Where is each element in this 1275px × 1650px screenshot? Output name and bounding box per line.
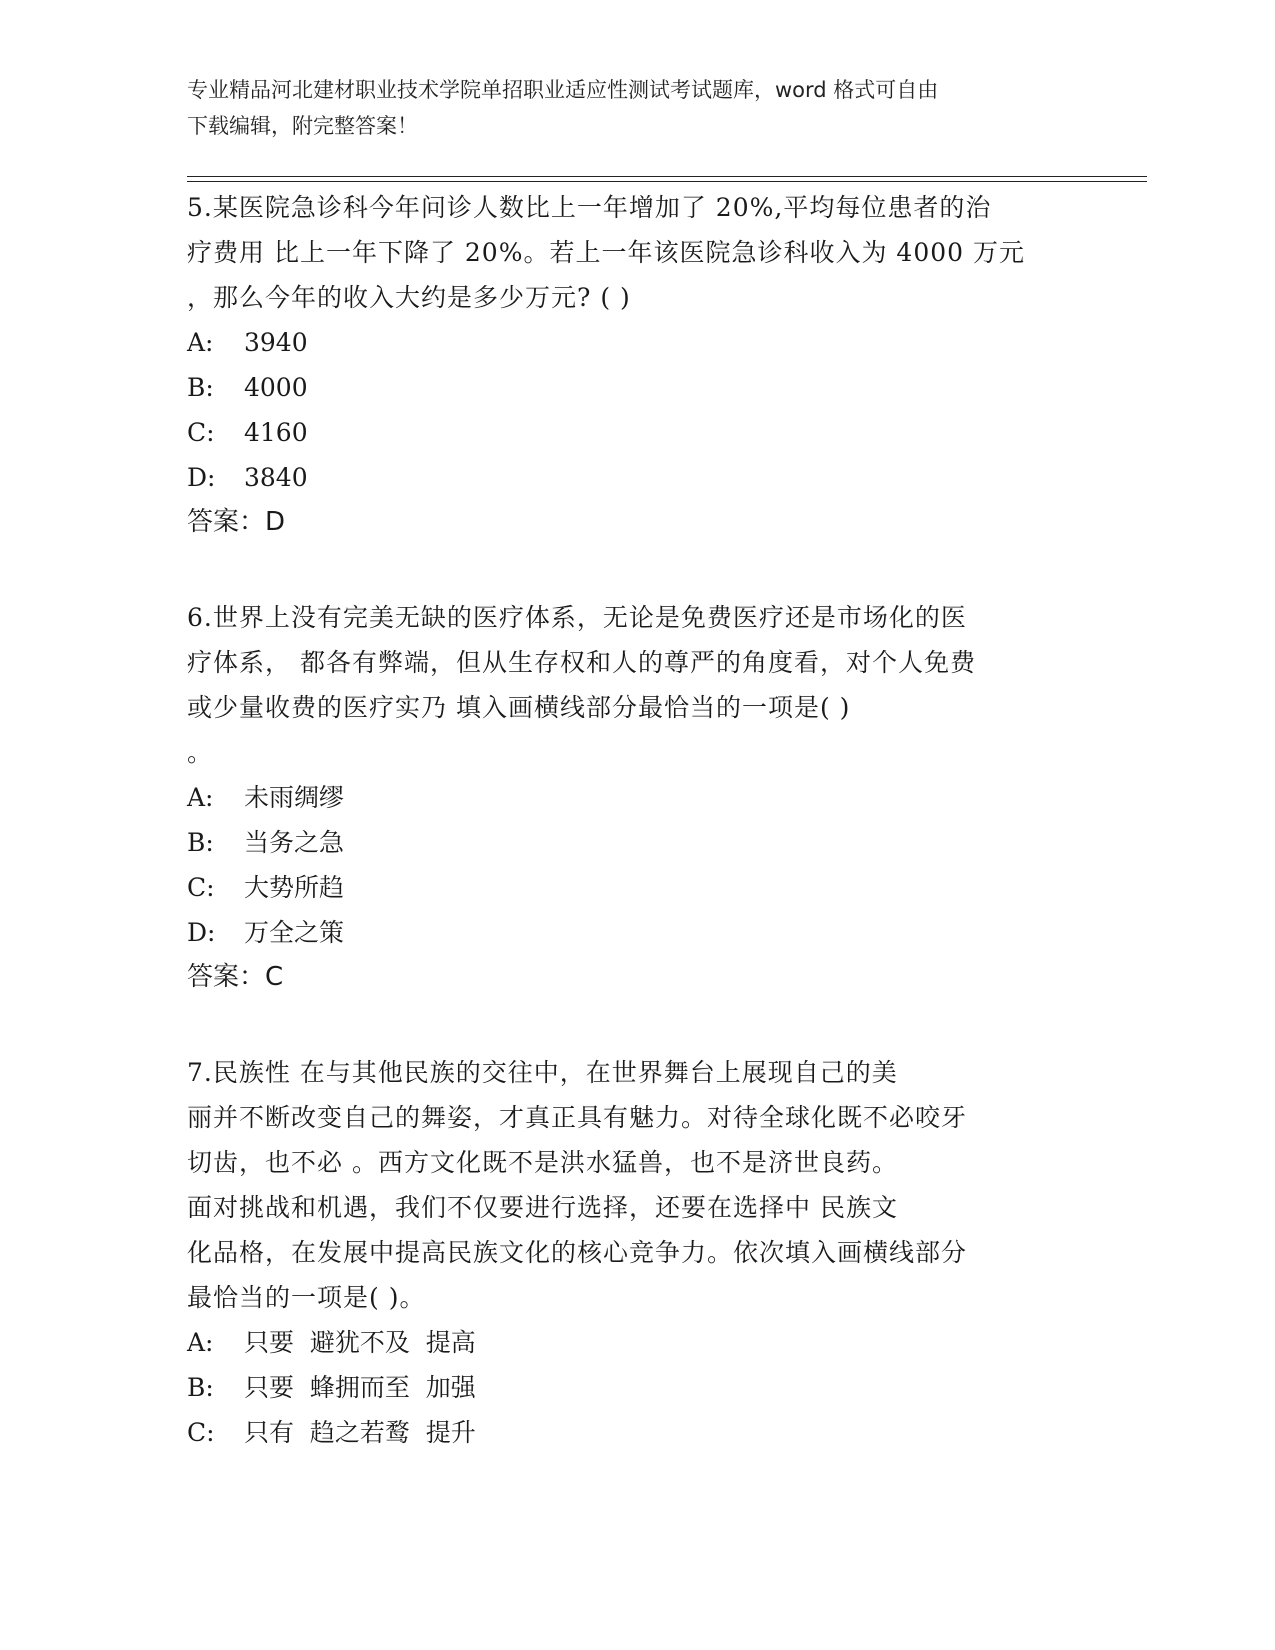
option-label: C: xyxy=(187,873,215,902)
question-7 xyxy=(187,1050,1067,1455)
question-stem-line: 7.民族性 在与其他民族的交往中，在世界舞台上展现自己的美 xyxy=(187,1058,898,1087)
question-stem-line: 疗体系， 都各有弊端，但从生存权和人的尊严的角度看，对个人免费 xyxy=(187,648,976,677)
header-rule-top xyxy=(187,176,1147,177)
option-label: A: xyxy=(187,1328,214,1357)
question-6 xyxy=(187,595,1067,1000)
option-c xyxy=(187,1410,1067,1455)
header-line-2: 下载编辑，附完整答案！ xyxy=(187,114,418,138)
option-text: 未雨绸缪 xyxy=(244,783,345,812)
option-text: 3840 xyxy=(244,463,308,492)
question-stem-line: 丽并不断改变自己的舞姿，才真正具有魅力。对待全球化既不必咬牙 xyxy=(187,1103,968,1132)
option-text: 只有 趋之若鹜 提升 xyxy=(244,1418,476,1447)
document-header xyxy=(187,72,1067,144)
answer: 答案：C xyxy=(187,962,284,992)
option-text: 3940 xyxy=(244,328,308,357)
option-label: B: xyxy=(187,1373,214,1402)
question-stem-line: 化品格，在发展中提高民族文化的核心竞争力。依次填入画横线部分 xyxy=(187,1238,968,1267)
option-a xyxy=(187,320,1067,365)
question-stem-line: 。 xyxy=(187,738,214,767)
option-text: 4000 xyxy=(244,373,308,402)
option-label: B: xyxy=(187,828,214,857)
question-stem-line: 切齿，也不必 。西方文化既不是洪水猛兽，也不是济世良药。 xyxy=(187,1148,898,1177)
option-b xyxy=(187,1365,1067,1410)
question-stem-line: 6.世界上没有完美无缺的医疗体系，无论是免费医疗还是市场化的医 xyxy=(187,603,967,632)
option-label: C: xyxy=(187,418,215,447)
option-d xyxy=(187,455,1067,500)
option-d xyxy=(187,910,1067,955)
question-5 xyxy=(187,185,1067,545)
option-label: A: xyxy=(187,783,214,812)
option-label: C: xyxy=(187,1418,215,1447)
header-line-1: 专业精品河北建材职业技术学院单招职业适应性测试考试题库，word 格式可自由 xyxy=(187,78,939,102)
option-text: 只要 蜂拥而至 加强 xyxy=(244,1373,476,1402)
option-text: 4160 xyxy=(244,418,308,447)
option-label: A: xyxy=(187,328,214,357)
option-label: B: xyxy=(187,373,214,402)
option-text: 当务之急 xyxy=(244,828,345,857)
option-b xyxy=(187,365,1067,410)
option-text: 大势所趋 xyxy=(244,873,345,902)
option-c xyxy=(187,410,1067,455)
option-text: 万全之策 xyxy=(244,918,345,947)
header-rule-bottom xyxy=(187,181,1147,182)
question-stem-line: 面对挑战和机遇，我们不仅要进行选择，还要在选择中 民族文 xyxy=(187,1193,898,1222)
question-stem-line: 疗费用 比上一年下降了 20%。若上一年该医院急诊科收入为 4000 万元 xyxy=(187,238,1025,267)
option-b xyxy=(187,820,1067,865)
option-a xyxy=(187,775,1067,820)
option-a xyxy=(187,1320,1067,1365)
option-label: D: xyxy=(187,463,216,492)
question-stem-line: 或少量收费的医疗实乃 填入画横线部分最恰当的一项是( ) xyxy=(187,693,851,722)
question-stem-line: 最恰当的一项是( )。 xyxy=(187,1283,426,1312)
option-label: D: xyxy=(187,918,216,947)
option-c xyxy=(187,865,1067,910)
option-text: 只要 避犹不及 提高 xyxy=(244,1328,476,1357)
question-stem-line: 5.某医院急诊科今年问诊人数比上一年增加了 20%,平均每位患者的治 xyxy=(187,193,992,222)
question-stem-line: ，那么今年的收入大约是多少万元? ( ) xyxy=(187,283,631,312)
answer: 答案：D xyxy=(187,507,286,537)
